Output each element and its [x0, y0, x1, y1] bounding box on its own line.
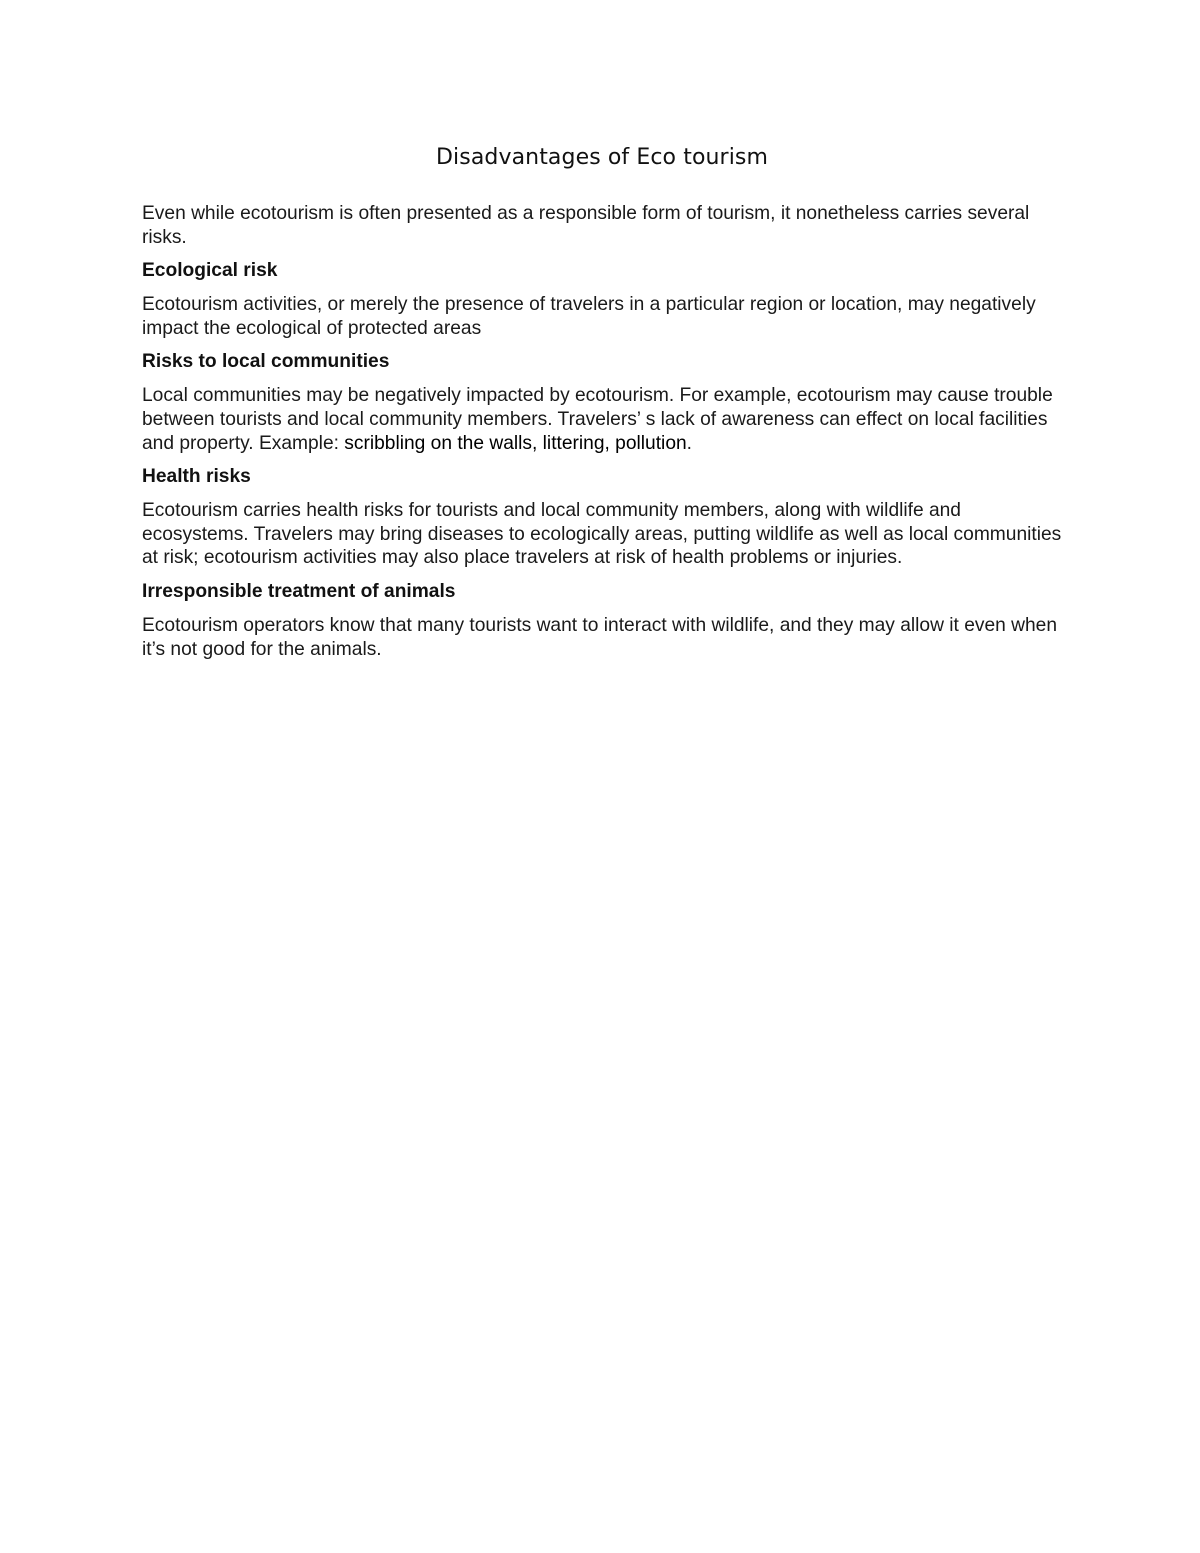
document-title: Disadvantages of Eco tourism — [436, 145, 768, 170]
section-body-local-communities-examples: scribbling on the walls, littering, pollution — [344, 432, 687, 454]
section-body-animals: Ecotourism operators know that many tourists want to interact with wildlife, and they may allow it even when it’s not good for the animals. — [142, 614, 1058, 660]
section-heading-local-communities: Risks to local communities — [142, 351, 390, 373]
section-body-local-communities-end: . — [686, 432, 692, 454]
section-heading-animals: Irresponsible treatment of animals — [142, 580, 456, 602]
section-body-local-communities — [142, 384, 1062, 455]
section-body-local-communities-text: Local communities may be negatively impacted by ecotourism. For example, ecotourism may cause trouble between tourists and local community members. Travelers’ s lack of awareness can effect on local facilities and property. Example: — [142, 385, 1053, 454]
document-content — [142, 140, 1062, 671]
section-body-health-risks: Ecotourism carries health risks for tourists and local community members, along with wildlife and ecosystems. Travelers may bring diseases to ecologically areas, putting wildlife as well as local communities at risk; ecotourism activities may also place travelers at risk of health problems or injuries. — [142, 500, 1062, 569]
intro-paragraph: Even while ecotourism is often presented as a responsible form of tourism, it nonetheless carries several risks. — [142, 203, 1030, 248]
section-heading-health-risks: Health risks — [142, 466, 251, 488]
section-body-ecological-risk: Ecotourism activities, or merely the presence of travelers in a particular region or location, may negatively impact the ecological of protected areas — [142, 294, 1036, 339]
section-heading-ecological-risk: Ecological risk — [142, 260, 278, 282]
